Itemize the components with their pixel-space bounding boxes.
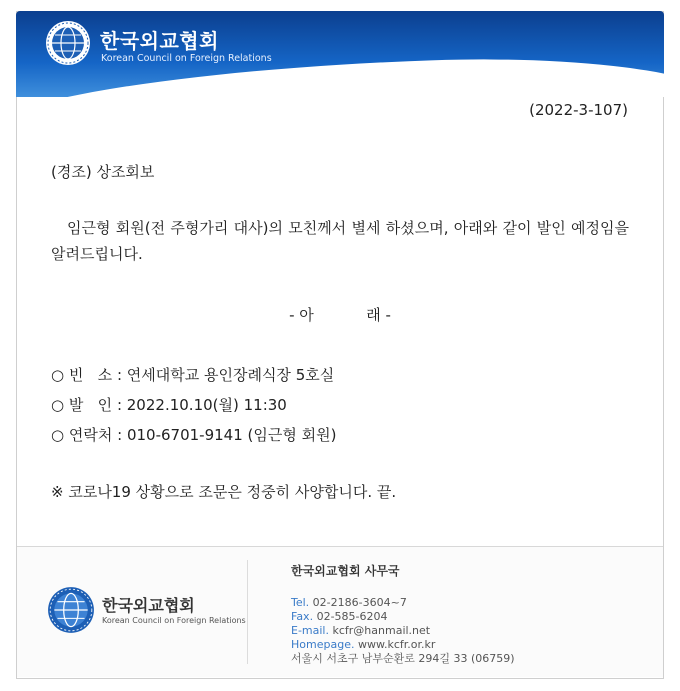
footer-tel: Tel. 02-2186-3604~7 bbox=[291, 596, 407, 609]
footer-fax: Fax. 02-585-6204 bbox=[291, 610, 388, 623]
header-banner bbox=[16, 11, 664, 97]
footer-homepage-link[interactable]: Homepage. www.kcfr.or.kr bbox=[291, 638, 436, 651]
detail-value: 2022.10.10(월) 11:30 bbox=[126, 396, 287, 414]
globe-emblem-icon bbox=[46, 585, 96, 635]
detail-contact: ○ 연락처 : 010-6701-9141 (임근형 회원) bbox=[51, 426, 337, 444]
header-brand-english: Korean Council on Foreign Relations bbox=[101, 53, 272, 64]
footer-org-name: 한국외교협회 사무국 bbox=[291, 564, 400, 578]
footer-address: 서울시 서초구 남부순환로 294길 33 (06759) bbox=[291, 652, 515, 665]
circle-marker: ○ bbox=[51, 366, 65, 384]
footer-email-link[interactable]: E-mail. kcfr@hanmail.net bbox=[291, 624, 431, 637]
detail-value: 연세대학교 용인장례식장 5호실 bbox=[126, 366, 335, 384]
detail-value: 010-6701-9141 (임근형 회원) bbox=[126, 426, 337, 444]
detail-departure: ○ 발 인 : 2022.10.10(월) 11:30 bbox=[51, 396, 287, 414]
notice-text: ※ 코로나19 상황으로 조문은 정중히 사양합니다. 끝. bbox=[51, 483, 397, 501]
document-title: (경조) 상조회보 bbox=[51, 163, 155, 181]
section-heading: - 아 래 - bbox=[289, 306, 391, 324]
detail-funeral-hall: ○ 빈 소 : 연세대학교 용인장례식장 5호실 bbox=[51, 366, 335, 384]
announcement-body: 임근형 회원(전 주형가리 대사)의 모친께서 별세 하셨으며, 아래와 같이 발인 예정임을 알려드립니다. bbox=[51, 219, 629, 263]
footer-vertical-divider bbox=[247, 560, 248, 664]
circle-marker: ○ bbox=[51, 426, 65, 444]
globe-emblem-icon bbox=[44, 19, 92, 67]
circle-marker: ○ bbox=[51, 396, 65, 414]
footer-brand-english: Korean Council on Foreign Relations bbox=[102, 616, 246, 625]
footer-brand-korean: 한국외교협회 bbox=[102, 596, 195, 615]
details-list bbox=[51, 362, 336, 452]
detail-label: 빈 소 bbox=[68, 366, 113, 384]
footer-contact-info bbox=[291, 562, 515, 666]
document-number: (2022-3-107) bbox=[529, 101, 628, 119]
header-brand-korean: 한국외교협회 bbox=[100, 29, 219, 53]
detail-label: 발 인 bbox=[68, 396, 113, 414]
detail-label: 연락처 bbox=[68, 426, 113, 444]
